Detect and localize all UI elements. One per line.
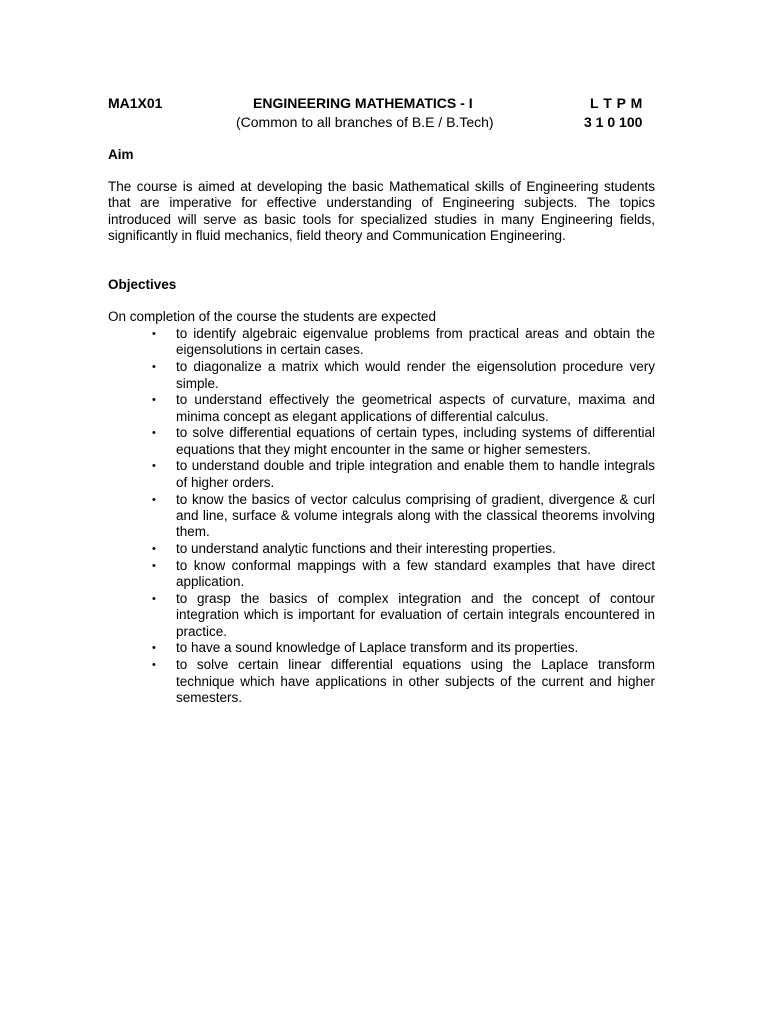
objective-item: [152, 657, 655, 706]
bullet-icon: •: [152, 394, 156, 407]
objective-text: to identify algebraic eigenvalue problems from practical areas and obtain the eigensolutions in certain cases.: [176, 326, 655, 358]
objective-item: [152, 558, 655, 591]
ltpm-values: 3 1 0 100: [584, 114, 643, 130]
bullet-icon: •: [152, 559, 156, 572]
objective-item: [152, 392, 655, 425]
bullet-icon: •: [152, 328, 156, 340]
objective-text: to know conformal mappings with a few standard examples that have direct application.: [176, 557, 655, 590]
bullet-icon: •: [152, 361, 156, 374]
bullet-icon: •: [152, 460, 156, 473]
objective-text: to know the basics of vector calculus comprising of gradient, divergence & curl and line, surface & volume integrals along with the classical theorems involving them.: [176, 491, 655, 540]
objective-item: [152, 458, 655, 491]
bullet-icon: •: [152, 592, 156, 605]
objective-text: to understand analytic functions and their interesting properties.: [176, 541, 556, 557]
objective-item: [152, 640, 655, 656]
bullet-icon: •: [152, 543, 156, 556]
objective-text: to solve differential equations of certain types, including systems of differential equations that they might encounter in the same or higher semesters.: [176, 425, 655, 457]
bullet-icon: •: [152, 659, 156, 672]
objective-text: to diagonalize a matrix which would render the eigensolution procedure very simple.: [176, 359, 655, 391]
course-title: ENGINEERING MATHEMATICS - I: [253, 95, 473, 111]
objective-text: to have a sound knowledge of Laplace transform and its properties.: [176, 640, 579, 656]
objective-text: to understand double and triple integration and enable them to handle integrals of higher orders.: [176, 458, 655, 490]
bullet-icon: •: [152, 493, 156, 506]
objectives-intro: On completion of the course the students are expected: [108, 309, 436, 324]
objective-item: [152, 326, 655, 359]
aim-paragraph: The course is aimed at developing the basic Mathematical skills of Engineering students that are imperative for effective understanding of Engineering subjects. The topics introduced will serve as basic tools for specialized studies in many Engineering fields, significantly in fluid mechanics, field theory and Communication Engineering.: [108, 179, 655, 243]
ltpm-label: L T P M: [590, 95, 643, 111]
course-subtitle: (Common to all branches of B.E / B.Tech): [236, 114, 494, 130]
objective-item: [152, 492, 655, 541]
objective-item: [152, 591, 655, 640]
course-code: MA1X01: [108, 95, 163, 111]
objective-text: to understand effectively the geometrical aspects of curvature, maxima and minima concept as elegant applications of differential calculus.: [176, 392, 655, 424]
objective-item: [152, 541, 655, 557]
bullet-icon: •: [152, 642, 156, 655]
objective-text: to solve certain linear differential equations using the Laplace transform technique which have applications in other subjects of the current and higher semesters.: [176, 657, 655, 705]
objectives-heading: Objectives: [108, 277, 177, 292]
aim-heading: Aim: [108, 147, 134, 162]
objective-item: [152, 359, 655, 392]
objective-text: to grasp the basics of complex integration and the concept of contour integration which is important for evaluation of certain integrals encountered in practice.: [176, 590, 655, 639]
objectives-list: [152, 326, 655, 707]
objective-item: [152, 425, 655, 458]
bullet-icon: •: [152, 427, 156, 440]
